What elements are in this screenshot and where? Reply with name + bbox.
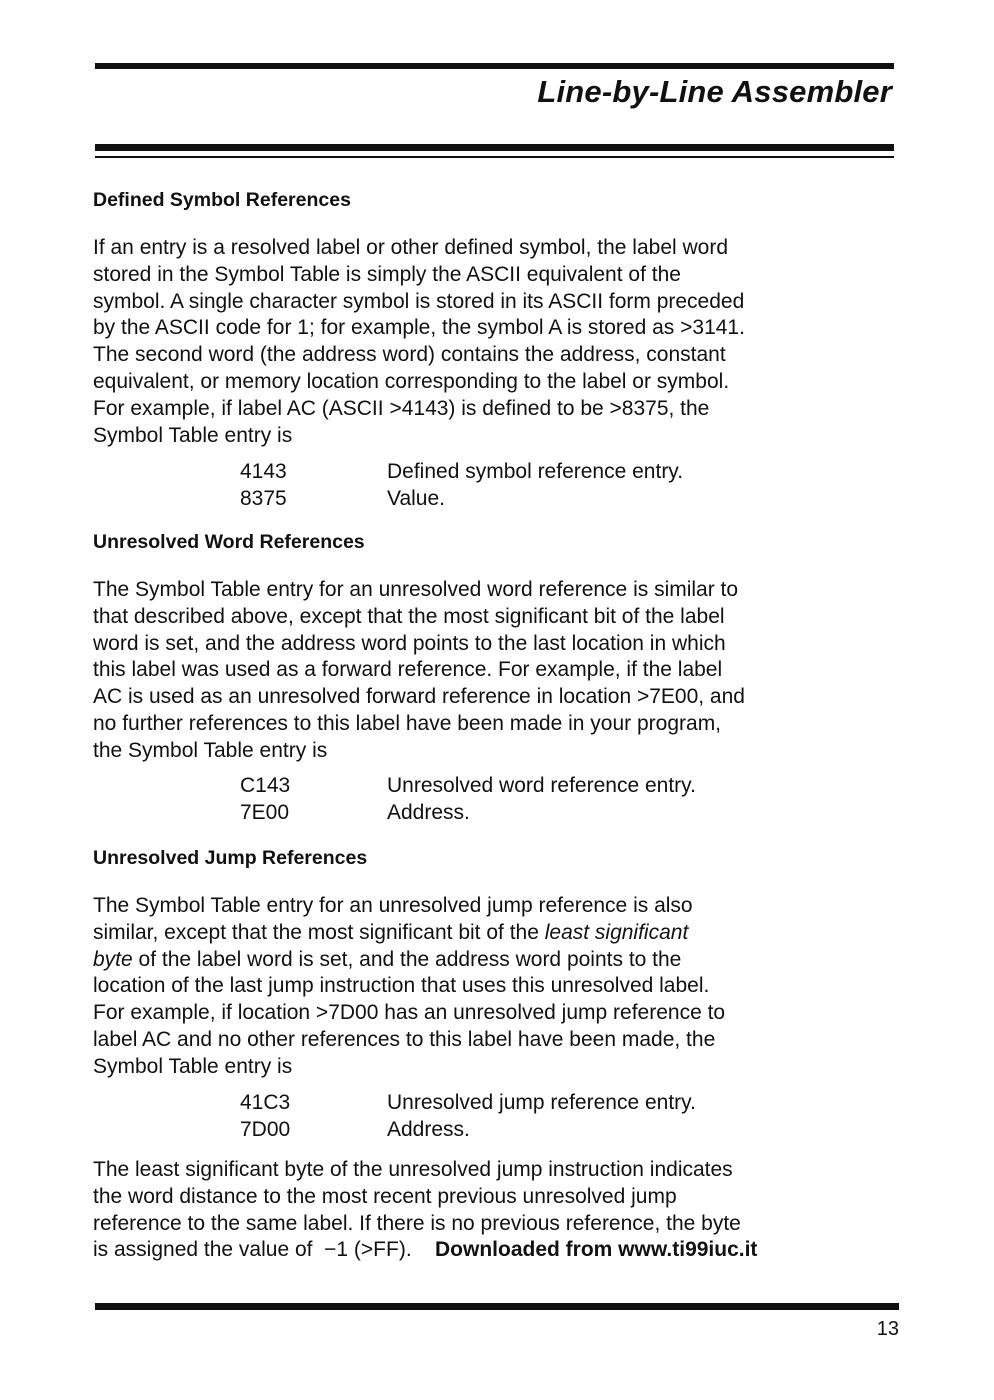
entry-code: 41C3 <box>240 1091 291 1114</box>
paragraph-line: stored in the Symbol Table is simply the ASCII equivalent of the <box>93 262 681 286</box>
section-heading-defined-symbol: Defined Symbol References <box>93 189 351 211</box>
paragraph-unresolved-word <box>93 577 883 765</box>
paragraph-line: The least significant byte of the unresolved jump instruction indicates <box>93 1158 733 1181</box>
table-entry-row <box>0 485 994 512</box>
paragraph-line: symbol. A single character symbol is stored in its ASCII form preceded <box>93 289 745 313</box>
paragraph-line: The Symbol Table entry for an unresolved word reference is similar to <box>93 578 739 601</box>
table-entry-row <box>0 458 994 485</box>
paragraph-line: no further references to this label have been made in your program, <box>93 711 722 735</box>
download-note: Downloaded from www.ti99iuc.it <box>435 1238 758 1262</box>
paragraph-line: by the ASCII code for 1; for example, the symbol A is stored as >3141. <box>93 316 745 340</box>
paragraph-line: byte of the label word is set, and the address word points to the <box>93 947 682 971</box>
italic-term: byte <box>93 947 133 971</box>
paragraph-line: For example, if label AC (ASCII >4143) is defined to be >8375, the <box>93 396 710 420</box>
header-rule-top <box>95 63 894 69</box>
section-heading-unresolved-word: Unresolved Word References <box>93 531 365 553</box>
paragraph-line: equivalent, or memory location corresponding to the label or symbol. <box>93 369 730 393</box>
table-entry-row <box>0 772 994 799</box>
paragraph-line: The Symbol Table entry for an unresolved jump reference is also <box>93 894 693 917</box>
italic-term: least significant <box>544 920 689 944</box>
paragraph-defined-symbol <box>93 235 883 449</box>
page-number: 13 <box>876 1318 899 1340</box>
paragraph-line: Symbol Table entry is <box>93 423 293 447</box>
paragraph-line: word is set, and the address word points to the last location in which <box>93 631 726 655</box>
header-rule-thin <box>95 156 894 158</box>
paragraph-line: reference to the same label. If there is no previous reference, the byte <box>93 1211 741 1235</box>
entry-description: Address. <box>387 1118 470 1141</box>
table-entry-row <box>0 799 994 826</box>
footer-rule <box>95 1303 899 1310</box>
paragraph-line: AC is used as an unresolved forward reference in location >7E00, and <box>93 685 745 709</box>
page-header-title: Line-by-Line Assembler <box>537 74 892 109</box>
entry-description: Unresolved jump reference entry. <box>387 1091 696 1114</box>
entry-code: C143 <box>240 774 291 797</box>
header-rule-thick <box>95 144 894 151</box>
entry-description: Defined symbol reference entry. <box>387 460 684 483</box>
paragraph-line: label AC and no other references to this label have been made, the <box>93 1027 716 1051</box>
paragraph-line: this label was used as a forward reference. For example, if the label <box>93 658 723 682</box>
paragraph-closing <box>93 1157 883 1264</box>
paragraph-line: the word distance to the most recent previous unresolved jump <box>93 1184 677 1208</box>
entry-code: 7E00 <box>240 801 290 824</box>
table-entry-row <box>0 1116 994 1143</box>
entry-description: Address. <box>387 801 470 824</box>
entry-code: 4143 <box>240 460 287 483</box>
entry-code: 8375 <box>240 487 287 510</box>
paragraph-unresolved-jump <box>93 893 883 1081</box>
paragraph-line: the Symbol Table entry is <box>93 738 328 762</box>
section-heading-unresolved-jump: Unresolved Jump References <box>93 847 368 869</box>
paragraph-line: similar, except that the most significant bit of the least significant <box>93 920 689 944</box>
paragraph-line: Symbol Table entry is <box>93 1054 293 1078</box>
paragraph-line: location of the last jump instruction that uses this unresolved label. <box>93 974 710 998</box>
paragraph-line: For example, if location >7D00 has an unresolved jump reference to <box>93 1001 726 1025</box>
paragraph-line: that described above, except that the most significant bit of the label <box>93 604 725 628</box>
paragraph-line: is assigned the value of −1 (>FF). Downloaded from www.ti99iuc.it <box>93 1238 758 1262</box>
entry-code: 7D00 <box>240 1118 291 1141</box>
paragraph-line: If an entry is a resolved label or other defined symbol, the label word <box>93 236 729 259</box>
table-entry-row <box>0 1089 994 1116</box>
entry-description: Value. <box>387 487 445 510</box>
paragraph-line: The second word (the address word) contains the address, constant <box>93 343 726 367</box>
entry-description: Unresolved word reference entry. <box>387 774 696 797</box>
